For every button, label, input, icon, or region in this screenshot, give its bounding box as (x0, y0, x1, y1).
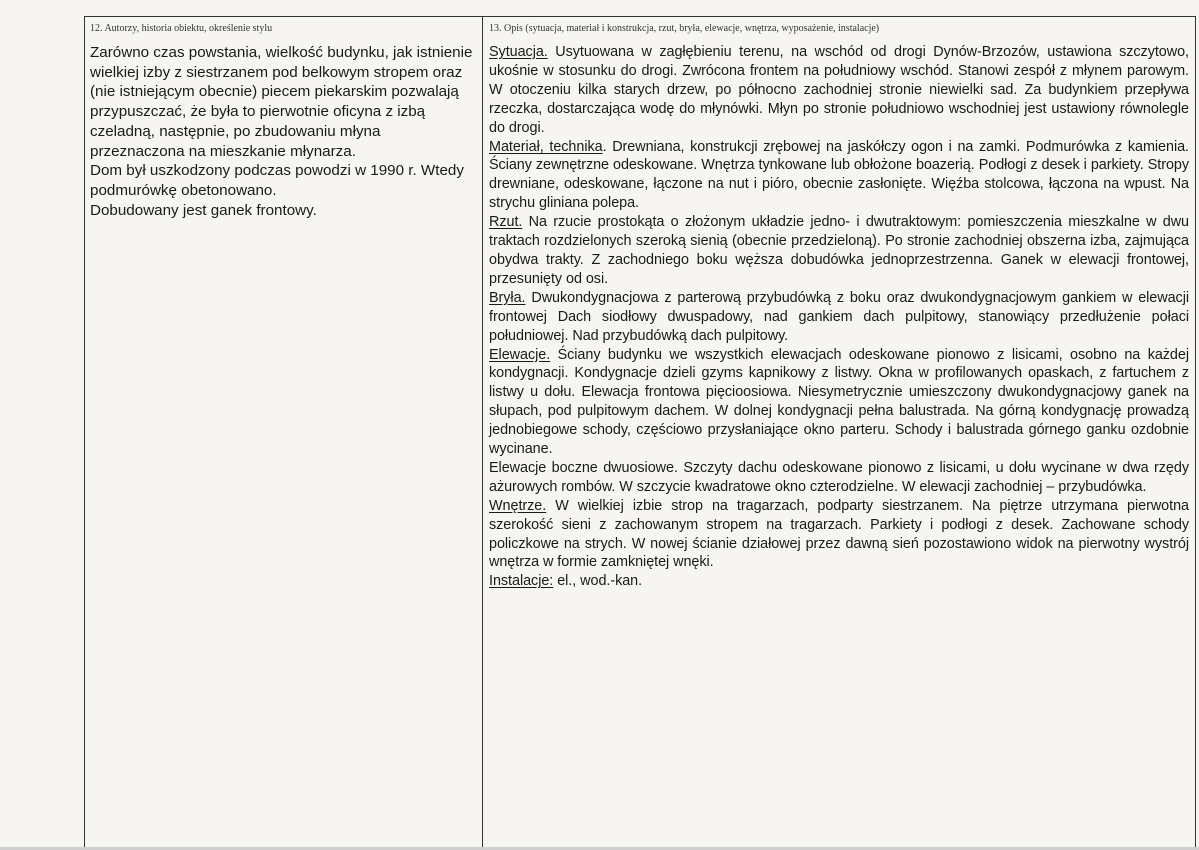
description-body (483, 36, 1195, 591)
section-plan (489, 213, 1189, 289)
description-heading: 13. Opis (sytuacja, materiał i konstrukcja, rzut, bryła, elewacje, wnętrza, wyposażenie, instalacje) (489, 23, 880, 34)
section-label: Elewacje. (489, 346, 551, 363)
section-text: Dwukondygnacjowa z parterową przybudówką z boku oraz dwukondygnacjowym gankiem w elewacji frontowej Dach siodłowy dwuspadowy, nad gankiem dach pulpitowy, stanowiący przedłużenie połaci południowej. Nad przybudówką dach pulpitowy. (489, 289, 1189, 344)
description-column (483, 16, 1195, 591)
section-text: Usytuowana w zagłębieniu terenu, na wschód od drogi Dynów-Brzozów, ustawiona szczytowo, ukośnie w stosunku do drogi. Zwrócona frontem na południowy wschód. Stanowi zespół z młynem parowym. W otoczeniu kilka starych drzew, po północno zachodniej stronie niewielki sad. Za budynkiem przepływa rzeczka, dostarczająca wodę do młynówki. Młyn po stronie południowo wschodniej jest ustawiony równolegle do drogi. (489, 44, 1189, 136)
history-paragraph: Dobudowany jest ganek frontowy. (90, 201, 317, 219)
section-label: Rzut. (489, 214, 523, 231)
section-interior (489, 497, 1189, 573)
section-label: Wnętrze. (489, 497, 547, 514)
section-text: el., wod.-kan. (553, 573, 643, 590)
section-situation (489, 43, 1189, 138)
section-label: Bryła. (489, 289, 526, 306)
section-text: . Drewniana, konstrukcji zrębowej na jaskółczy ogon i na zamki. Podmurówka z kamienia. Ściany zewnętrzne odeskowane. Wnętrza tynkowane lub obłożone boazerią. Podłogi z desek i parkiety. Stropy drewniane, odeskowane, łączone na nut i pióro, obecnie zasłonięte. Więźba stolcowa, łączona na wpust. Na strychu gliniana polepa. (489, 138, 1189, 212)
section-side-elevations (489, 459, 1189, 497)
section-label: Instalacje: (489, 573, 554, 590)
section-elevations (489, 346, 1189, 459)
section-installations (489, 572, 1189, 591)
section-text: Na rzucie prostokąta o złożonym układzie jedno- i dwutraktowym: pomieszczenia mieszkalne w dwu traktach rozdzielonych szeroką sienią (obecnie przedzieloną). Po stronie zachodniej obszerna izba, zajmująca obydwa trakty. Z zachodniego boku węższa dobudówka jednoprzestrzenna. Ganek w elewacji frontowej, przesunięty od osi. (489, 214, 1189, 287)
section-material (489, 138, 1189, 214)
history-column (84, 16, 482, 220)
history-paragraph: Dom był uszkodzony podczas powodzi w 1990 r. Wtedy podmurówkę obetonowano. (90, 162, 464, 199)
history-body (84, 36, 482, 220)
section-label: Materiał, technika (489, 138, 603, 155)
section-massing (489, 289, 1189, 346)
section-text: Ściany budynku we wszystkich elewacjach odeskowane pionowo z lisicami, osobno na każdej kondygnacji. Kondygnacje dzieli gzyms kapnikowy z listwy. Okna w profilowanych opaskach, z fartuchem z listwy u dołu. Elewacja frontowa pięcioosiowa. Niesymetrycznie umieszczony dwukondygnacjowy ganek na słupach, pod pulpitowym dachem. W dolnej kondygnacji pełna balustrada. Na górną kondygnację prowadzą jednobiegowe schody, częściowo przysłaniające okno parteru. Schody i balustrada górnego ganku ozdobnie wycinane. (489, 346, 1189, 458)
section-text: W wielkiej izbie strop na tragarzach, podparty siestrzanem. Na piętrze utrzymana pierwotna szerokość sieni z zachowanym stropem na tragarzach. Parkiety i podłogi z desek. Zachowane schody policzkowe na strych. W nowej ścianie działowej przez dawną sień pozostawiono widok na pierwotny wystrój wnętrza w formie zamkniętej wnęki. (489, 497, 1189, 571)
section-label: Sytuacja. (489, 44, 548, 60)
history-paragraph: Zarówno czas powstania, wielkość budynku, jak istnienie wielkiej izby z siestrzanem pod belkowym stropem oraz (nie istniejącym obecnie) piecem piekarskim pozwalają przypuszczać, że była to pierwotnie oficyna z izbą czeladną, następnie, po zbudowaniu młyna przeznaczona na mieszkanie młynarza. (90, 44, 473, 160)
section-text: Elewacje boczne dwuosiowe. Szczyty dachu odeskowane pionowo z lisicami, u dołu wycinane w dwa rzędy ażurowych rombów. W szczycie kwadratowe okno czterodzielne. W elewacji zachodniej – przybudówka. (489, 459, 1189, 495)
history-heading: 12. Autorzy, historia obiektu, określenie stylu (90, 23, 273, 34)
